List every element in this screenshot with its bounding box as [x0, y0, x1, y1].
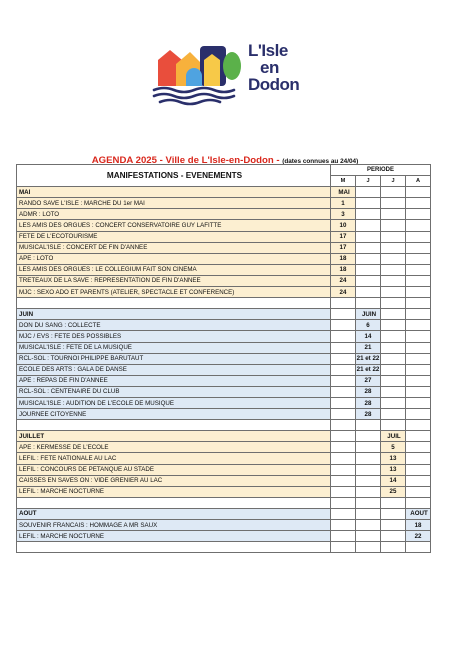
section-title: JUIN [17, 309, 331, 320]
event-date: 28 [356, 409, 381, 420]
event-name: LES AMIS DES ORGUES : LE COLLEGIUM FAIT SON CINEMA [17, 264, 331, 275]
event-date: 27 [356, 375, 381, 386]
event-name: LEFIL : FETE NATIONALE AU LAC [17, 453, 331, 464]
event-name: MJC / EVS : FETE DES POSSIBLES [17, 331, 331, 342]
empty-cell [406, 298, 431, 309]
event-name: LES AMIS DES ORGUES : CONCERT CONSERVATOIRE GUY LAFITTE [17, 220, 331, 231]
empty-cell [406, 375, 431, 386]
event-name: LEFIL : MARCHE NOCTURNE [17, 486, 331, 497]
separator-row [17, 298, 431, 309]
section-row [17, 187, 431, 198]
event-date: 21 et 22 [356, 364, 381, 375]
event-date: 25 [381, 486, 406, 497]
event-row [17, 364, 431, 375]
event-date: 6 [356, 320, 381, 331]
empty-cell [331, 353, 356, 364]
event-date: 24 [331, 275, 356, 286]
section-title: JUILLET [17, 431, 331, 442]
empty-cell [356, 220, 381, 231]
event-row [17, 409, 431, 420]
event-date: 28 [356, 386, 381, 397]
section-row [17, 431, 431, 442]
section-month-label: JUIL [381, 431, 406, 442]
empty-cell [331, 409, 356, 420]
empty-cell [381, 353, 406, 364]
empty-cell [356, 508, 381, 519]
event-name: MUSICAL'ISLE : FETE DE LA MUSIQUE [17, 342, 331, 353]
event-row [17, 231, 431, 242]
empty-cell [406, 342, 431, 353]
empty-cell [406, 397, 431, 408]
empty-cell [406, 486, 431, 497]
empty-cell [381, 264, 406, 275]
event-row [17, 264, 431, 275]
empty-cell [381, 209, 406, 220]
section-title: MAI [17, 187, 331, 198]
table-header-row [17, 165, 431, 176]
empty-cell [381, 187, 406, 198]
event-row [17, 531, 431, 542]
empty-cell [381, 298, 406, 309]
empty-cell [406, 253, 431, 264]
empty-cell [406, 198, 431, 209]
logo-wordmark [248, 42, 318, 93]
empty-cell [331, 464, 356, 475]
event-row [17, 397, 431, 408]
event-date: 22 [406, 531, 431, 542]
empty-cell [356, 453, 381, 464]
empty-cell [406, 431, 431, 442]
empty-cell [406, 386, 431, 397]
event-row [17, 220, 431, 231]
empty-cell [406, 242, 431, 253]
event-row [17, 242, 431, 253]
empty-cell [331, 298, 356, 309]
event-row [17, 320, 431, 331]
empty-cell [356, 242, 381, 253]
event-date: 13 [381, 464, 406, 475]
month-header: J [356, 176, 381, 187]
empty-cell [381, 508, 406, 519]
logo-text-line-1: L'Isle [248, 41, 288, 60]
empty-cell [381, 220, 406, 231]
empty-cell [406, 287, 431, 298]
event-date: 18 [331, 253, 356, 264]
event-date: 13 [381, 453, 406, 464]
empty-cell [381, 242, 406, 253]
empty-cell [331, 486, 356, 497]
empty-cell [406, 220, 431, 231]
section-title: AOUT [17, 508, 331, 519]
empty-cell [406, 542, 431, 553]
empty-cell [381, 409, 406, 420]
empty-cell [356, 420, 381, 431]
event-row [17, 464, 431, 475]
logo-text-line-3: Dodon [248, 75, 300, 94]
empty-cell [356, 209, 381, 220]
empty-cell [331, 364, 356, 375]
separator-row [17, 420, 431, 431]
empty-cell [331, 375, 356, 386]
event-date: 24 [331, 287, 356, 298]
section-row [17, 508, 431, 519]
empty-cell [356, 264, 381, 275]
empty-cell [406, 464, 431, 475]
empty-cell [406, 209, 431, 220]
event-name: LEFIL : MARCHE NOCTURNE [17, 531, 331, 542]
empty-cell [406, 264, 431, 275]
event-name: SOUVENIR FRANCAIS : HOMMAGE A MR SAUX [17, 520, 331, 531]
empty-cell [17, 298, 331, 309]
empty-cell [406, 331, 431, 342]
event-row [17, 253, 431, 264]
empty-cell [356, 442, 381, 453]
event-row [17, 275, 431, 286]
header-manifestations: MANIFESTATIONS - EVENEMENTS [17, 165, 331, 187]
empty-cell [331, 397, 356, 408]
event-name: DON DU SANG : COLLECTE [17, 320, 331, 331]
event-name: TRETEAUX DE LA SAVE : REPRESENTATION DE FIN D'ANNEE [17, 275, 331, 286]
empty-cell [381, 497, 406, 508]
empty-cell [331, 431, 356, 442]
empty-cell [356, 486, 381, 497]
event-row [17, 331, 431, 342]
month-header: M [331, 176, 356, 187]
event-row [17, 287, 431, 298]
event-row [17, 198, 431, 209]
empty-cell [356, 253, 381, 264]
event-name: MJC : SEXO ADO ET PARENTS (ATELIER, SPECTACLE ET CONFERENCE) [17, 287, 331, 298]
empty-cell [406, 497, 431, 508]
agenda-title-date-note: (dates connues au 24/04) [282, 158, 359, 165]
event-name: APE : LOTO [17, 253, 331, 264]
empty-cell [381, 309, 406, 320]
event-name: CAISSES EN SAVES ON : VIDE GRENIER AU LAC [17, 475, 331, 486]
empty-cell [406, 231, 431, 242]
empty-cell [331, 508, 356, 519]
event-name: RANDO SAVE L'ISLE : MARCHE DU 1er MAI [17, 198, 331, 209]
empty-cell [381, 397, 406, 408]
empty-cell [381, 253, 406, 264]
event-date: 18 [331, 264, 356, 275]
empty-cell [331, 420, 356, 431]
event-date: 17 [331, 231, 356, 242]
empty-cell [381, 386, 406, 397]
event-name: MUSICAL'ISLE : AUDITION DE L'ECOLE DE MUSIQUE [17, 397, 331, 408]
empty-cell [356, 497, 381, 508]
empty-cell [356, 287, 381, 298]
empty-cell [331, 475, 356, 486]
empty-cell [356, 475, 381, 486]
event-row [17, 442, 431, 453]
event-row [17, 342, 431, 353]
empty-cell [406, 353, 431, 364]
empty-cell [406, 364, 431, 375]
empty-cell [406, 275, 431, 286]
empty-cell [406, 453, 431, 464]
agenda-table [16, 164, 431, 553]
empty-cell [356, 231, 381, 242]
empty-cell [381, 275, 406, 286]
separator-row [17, 497, 431, 508]
event-date: 1 [331, 198, 356, 209]
logo-house-yellow [204, 54, 220, 86]
section-row [17, 309, 431, 320]
event-name: APE : REPAS DE FIN D'ANNEE [17, 375, 331, 386]
empty-cell [356, 464, 381, 475]
event-date: 21 et 22 [356, 353, 381, 364]
logo-arch-blue [186, 68, 202, 86]
empty-cell [356, 187, 381, 198]
empty-cell [331, 320, 356, 331]
empty-cell [17, 542, 331, 553]
empty-cell [381, 342, 406, 353]
empty-cell [406, 409, 431, 420]
empty-cell [331, 531, 356, 542]
empty-cell [356, 275, 381, 286]
event-date: 3 [331, 209, 356, 220]
event-name: MUSICAL'ISLE : CONCERT DE FIN D'ANNEE [17, 242, 331, 253]
empty-cell [356, 298, 381, 309]
empty-cell [381, 375, 406, 386]
event-date: 5 [381, 442, 406, 453]
empty-cell [406, 320, 431, 331]
event-date: 28 [356, 397, 381, 408]
empty-cell [331, 386, 356, 397]
event-row [17, 375, 431, 386]
empty-cell [331, 542, 356, 553]
month-header: A [406, 176, 431, 187]
section-month-label: AOUT [406, 508, 431, 519]
event-name: ECOLE DES ARTS : GALA DE DANSE [17, 364, 331, 375]
empty-cell [381, 331, 406, 342]
empty-cell [406, 309, 431, 320]
event-name: APE : KERMESSE DE L'ECOLE [17, 442, 331, 453]
agenda-title-main: AGENDA 2025 - Ville de L'Isle-en-Dodon - [91, 155, 283, 166]
logo-text-line-2: en [260, 58, 279, 77]
empty-cell [17, 497, 331, 508]
empty-cell [331, 453, 356, 464]
empty-cell [406, 420, 431, 431]
logo-tree-green [223, 52, 241, 80]
empty-cell [331, 331, 356, 342]
event-date: 18 [406, 520, 431, 531]
empty-cell [406, 475, 431, 486]
empty-cell [381, 198, 406, 209]
empty-cell [356, 431, 381, 442]
empty-cell [381, 364, 406, 375]
empty-cell [331, 309, 356, 320]
month-header: J [381, 176, 406, 187]
event-row [17, 209, 431, 220]
event-name: RCL-SOL : CENTENAIRE DU CLUB [17, 386, 331, 397]
empty-cell [381, 542, 406, 553]
section-month-label: MAI [331, 187, 356, 198]
event-row [17, 520, 431, 531]
empty-cell [356, 198, 381, 209]
event-date: 10 [331, 220, 356, 231]
empty-cell [406, 187, 431, 198]
event-row [17, 475, 431, 486]
event-date: 21 [356, 342, 381, 353]
empty-cell [331, 442, 356, 453]
event-date: 14 [381, 475, 406, 486]
empty-cell [17, 420, 331, 431]
empty-cell [331, 520, 356, 531]
event-row [17, 453, 431, 464]
event-row [17, 486, 431, 497]
empty-cell [356, 520, 381, 531]
event-name: LEFIL : CONCOURS DE PETANQUE AU STADE [17, 464, 331, 475]
empty-cell [331, 497, 356, 508]
empty-cell [331, 342, 356, 353]
section-month-label: JUIN [356, 309, 381, 320]
event-row [17, 353, 431, 364]
empty-cell [356, 542, 381, 553]
event-date: 17 [331, 242, 356, 253]
empty-cell [381, 520, 406, 531]
empty-cell [381, 420, 406, 431]
empty-cell [381, 287, 406, 298]
empty-cell [356, 531, 381, 542]
empty-cell [406, 442, 431, 453]
event-date: 14 [356, 331, 381, 342]
separator-row [17, 542, 431, 553]
empty-cell [381, 531, 406, 542]
header-periode: PERIODE [331, 165, 431, 176]
logo-water-waves [154, 88, 234, 104]
event-name: JOURNEE CITOYENNE [17, 409, 331, 420]
event-row [17, 386, 431, 397]
empty-cell [381, 320, 406, 331]
event-name: FETE DE L'ECOTOURISME [17, 231, 331, 242]
empty-cell [381, 231, 406, 242]
event-name: RCL-SOL : TOURNOI PHILIPPE BARUTAUT [17, 353, 331, 364]
event-name: ADMR : LOTO [17, 209, 331, 220]
